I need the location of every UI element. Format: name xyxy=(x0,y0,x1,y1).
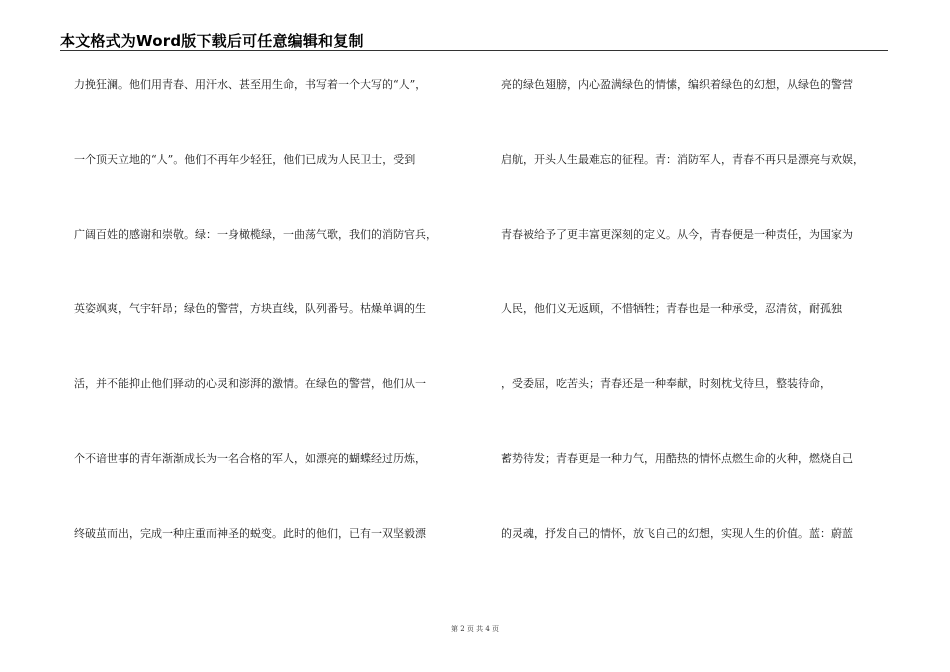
text-line: 终破茧而出，完成一种庄重而神圣的蜕变。此时的他们，已有一双坚毅漂 xyxy=(74,526,426,540)
text-line: 蓄势待发；青春更是一种力气，用酷热的情怀点燃生命的火种，燃烧自己 xyxy=(501,451,853,465)
page-number: 第 2 页 共 4 页 xyxy=(450,625,500,633)
left-text-column xyxy=(74,75,474,599)
text-line: ，受委屈，吃苦头；青春还是一种奉献，时刻枕戈待旦，整装待命， xyxy=(501,377,831,391)
text-line: 力挽狂澜。他们用青春、用汗水、甚至用生命，书写着一个大写的“人”， xyxy=(74,78,427,91)
text-line: 的灵魂，抒发自己的情怀，放飞自己的幻想，实现人生的价值。蓝：蔚蓝 xyxy=(501,526,853,540)
text-line: 亮的绿色翅膀，内心盈满绿色的情愫，编织着绿色的幻想，从绿色的警营 xyxy=(501,78,853,91)
text-line: 广阔百姓的感谢和崇敬。绿：一身橄榄绿，一曲荡气歌，我们的消防官兵， xyxy=(74,227,437,241)
header-divider xyxy=(60,50,888,51)
text-line: 启航，开头人生最难忘的征程。青：消防军人，青春不再只是漂亮与欢娱， xyxy=(501,152,864,166)
text-line: 个不谙世事的青年渐渐成长为一名合格的军人，如漂亮的蝴蝶经过历炼， xyxy=(74,451,426,465)
text-line: 活，并不能抑止他们驿动的心灵和澎湃的激情。在绿色的警营，他们从一 xyxy=(74,377,426,391)
text-line: 人民，他们义无返顾，不惜牺牲；青春也是一种承受，忍清贫，耐孤独 xyxy=(501,302,842,316)
text-line: 青春被给予了更丰富更深刻的定义。从今，青春便是一种责任，为国家为 xyxy=(501,227,853,241)
text-line: 英姿飒爽，气宇轩昂；绿色的警营，方块直线，队列番号。枯燥单调的生 xyxy=(74,302,426,316)
document-header-title: 本文格式为Word版下载后可任意编辑和复制 xyxy=(60,32,364,50)
right-text-column xyxy=(501,75,901,599)
text-line: 一个顶天立地的“人”。他们不再年少轻狂，他们已成为人民卫士，受到 xyxy=(74,152,416,166)
